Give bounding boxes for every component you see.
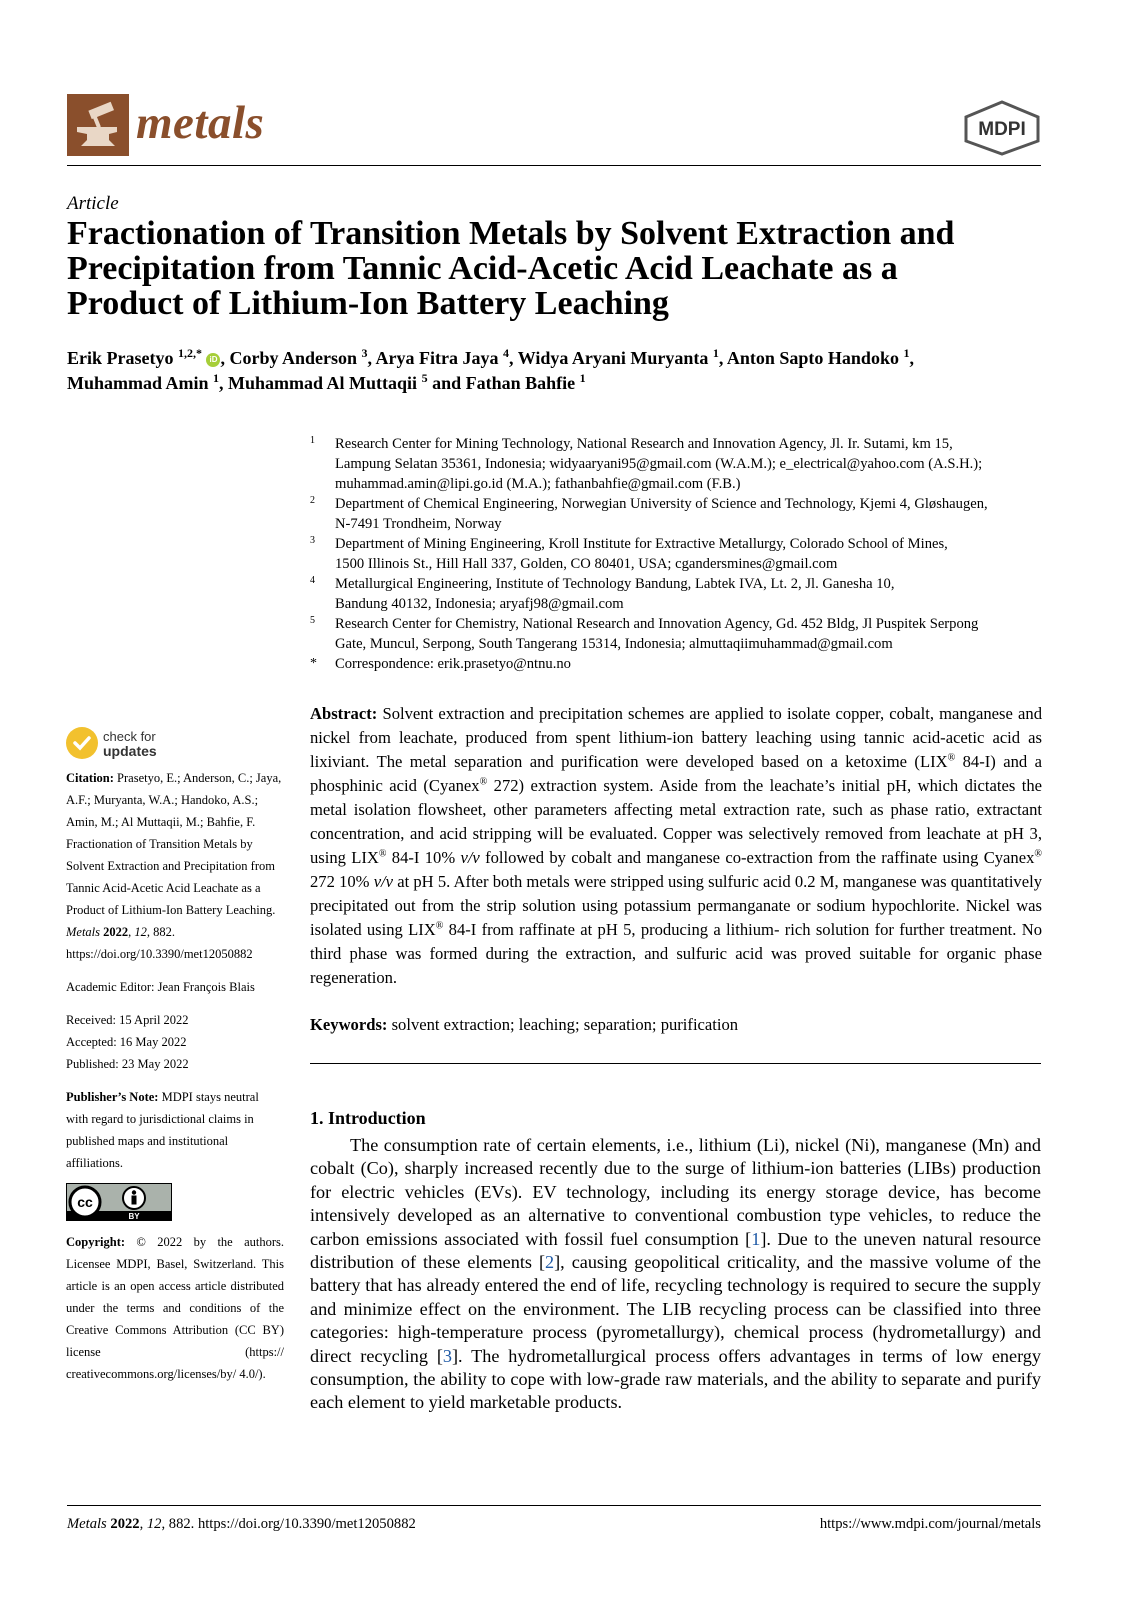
correspondence-mark: * — [310, 656, 317, 671]
footer-citation: Metals 2022, 12, 882. https://doi.org/10.3390/met12050882 — [67, 1516, 416, 1532]
title-line: Precipitation from Tannic Acid-Acetic Acid Leachate as a — [67, 250, 898, 287]
author-name[interactable]: Widya Aryani Muryanta — [517, 348, 709, 368]
anvil-hammer-icon — [67, 94, 129, 156]
affiliation-item — [310, 434, 1050, 494]
registered-mark: ® — [479, 776, 488, 788]
check-updates-label: check for — [103, 729, 156, 744]
affiliation-line[interactable]: 1500 Illinois St., Hill Hall 337, Golden, CO 80401, USA; cgandersmines@gmail.com — [335, 556, 838, 572]
introduction-paragraph — [310, 1134, 1041, 1415]
title-line: Product of Lithium-Ion Battery Leaching — [67, 285, 669, 322]
unit-vv: v/v — [460, 848, 480, 867]
footer-volume: 12 — [146, 1516, 162, 1532]
citation-journal: Metals — [66, 925, 101, 939]
affiliation-item — [310, 614, 1050, 654]
journal-name: metals — [136, 97, 265, 149]
body-text: ]. The hydrometallurgical process offers advantages in terms of low energy consumption, the ability to cope with low-grade raw materials, and the ability to separate and purify each element to yield marketable products. — [310, 1345, 1041, 1413]
copyright — [66, 1231, 284, 1385]
correspondence-text[interactable]: Correspondence: erik.prasetyo@ntnu.no — [335, 656, 571, 672]
affiliation-line: Research Center for Mining Technology, National Research and Innovation Agency, Jl. Ir. Sutami, km 15, — [335, 436, 953, 452]
author-affil: 1 — [712, 346, 719, 360]
published-date: Published: 23 May 2022 — [66, 1057, 189, 1071]
registered-mark: ® — [378, 848, 387, 860]
author-name[interactable]: Muhammad Amin — [67, 373, 209, 393]
citation-link[interactable]: 1 — [751, 1228, 761, 1249]
correspondence — [310, 654, 1050, 674]
author-separator: and — [427, 373, 466, 393]
citation-doi[interactable]: , 882. https://doi.org/10.3390/met12050882 — [66, 925, 253, 961]
citation-link[interactable]: 3 — [442, 1345, 452, 1366]
checkmark-icon — [66, 727, 98, 759]
author-name[interactable]: Muhammad Al Muttaqii — [228, 373, 418, 393]
section-divider — [310, 1063, 1041, 1064]
abstract-text: followed by cobalt and manganese co-extraction from the raffinate using Cyanex — [479, 848, 1035, 867]
unit-vv: v/v — [373, 872, 394, 891]
affiliation-line: Department of Mining Engineering, Kroll Institute for Extractive Metallurgy, Colorado School of Mines, — [335, 536, 948, 552]
citation-year: 2022 — [103, 925, 129, 939]
journal-logo — [67, 94, 129, 156]
abstract-label: Abstract: — [310, 704, 378, 723]
author-separator: , — [909, 348, 914, 368]
affiliation-item — [310, 534, 1050, 574]
author-separator: , — [509, 348, 518, 368]
body-text: ]. Due to the uneven natural resource distribution of these elements [ — [310, 1228, 1041, 1273]
title-line: Fractionation of Transition Metals by Solvent Extraction and — [67, 215, 955, 252]
footer-divider — [67, 1505, 1041, 1506]
abstract-text: 84-I 10% — [386, 848, 461, 867]
author-affil: 1 — [213, 371, 220, 385]
affiliation-line[interactable]: muhammad.amin@lipi.go.id (M.A.); fathanbahfie@gmail.com (F.B.) — [335, 476, 741, 492]
author-affil: 1 — [903, 346, 910, 360]
abstract-text: 272) extraction system. Aside from the leachate’s initial pH, which dictates the metal isolation flowsheet, other parameters affecting metal extraction rate, such as phase ratio, extractant concentration, and acid stripping will be evaluated. Copper was selectively removed from leachate at pH 3, using LIX — [310, 776, 1042, 867]
author-separator: , — [718, 348, 727, 368]
publisher-note — [66, 1086, 284, 1174]
author-name[interactable]: Corby Anderson — [229, 348, 358, 368]
citation-volume: 12 — [134, 925, 147, 939]
article-type: Article — [67, 193, 119, 214]
author-name[interactable]: Fathan Bahfie — [465, 373, 576, 393]
author-list — [67, 346, 1057, 396]
received-date: Received: 15 April 2022 — [66, 1013, 189, 1027]
author-name[interactable]: Anton Sapto Handoko — [726, 348, 899, 368]
author-line — [67, 346, 1057, 371]
copyright-label: Copyright: — [66, 1235, 126, 1249]
abstract-text: Solvent extraction and precipitation schemes are applied to isolate copper, cobalt, manganese and nickel from leachate, produced from spent lithium-ion battery leaching using tannic acid-acetic acid as lixiviant. The metal separation and purification were developed based on a ketoxime (LIX — [310, 704, 1042, 771]
abstract-text: 84-I) and a phosphinic acid (Cyanex — [310, 752, 1042, 795]
registered-mark: ® — [1034, 848, 1042, 860]
citation-label: Citation: — [66, 771, 114, 785]
footer-journal-url[interactable]: https://www.mdpi.com/journal/metals — [819, 1516, 1041, 1532]
accepted-date: Accepted: 16 May 2022 — [66, 1035, 187, 1049]
citation-text: Prasetyo, E.; Anderson, C.; Jaya, A.F.; Muryanta, W.A.; Handoko, A.S.; Amin, M.; Al Muttaqii, M.; Bahfie, F. Fractionation of Transition Metals by Solvent Extraction and Precipitation from Tannic Acid-Acetic Acid Leachate as a Product of Lithium-Ion Battery Leaching. — [66, 771, 282, 917]
footer-doi[interactable]: , 882. https://doi.org/10.3390/met12050882 — [161, 1516, 416, 1532]
affiliation-line[interactable]: Lampung Selatan 35361, Indonesia; widyaaryani95@gmail.com (W.A.M.); e_electrical@yahoo.com (A.S.H.); — [335, 456, 983, 472]
copyright-text: © 2022 by the authors. Licensee MDPI, Basel, Switzerland. This article is an open access article distributed under the terms and conditions of the Creative Commons Attribution (CC BY) license (https:// creativecommons.org/licenses/by/ 4.0/). — [66, 1235, 284, 1381]
affiliation-number: 1 — [310, 435, 315, 446]
body-text: The consumption rate of certain elements, i.e., lithium (Li), nickel (Ni), manganese (Mn) and cobalt (Co), sharply increased recently due to the surge of lithium-ion batteries (LIBs) production for electric vehicles (EVs). EV technology, including its energy storage device, has become intensively developed as an alternative to conventional combustion type vehicles, to reduce the carbon emissions associated with fossil fuel consumption [ — [310, 1135, 1041, 1249]
keywords — [310, 1013, 1042, 1037]
footer-journal: Metals — [67, 1516, 107, 1532]
article-title — [67, 216, 1067, 321]
mdpi-logo-text: MDPI — [978, 119, 1026, 140]
author-separator: , — [219, 373, 229, 393]
affiliation-number: 3 — [310, 535, 315, 546]
sidebar — [66, 767, 284, 1385]
affiliations — [310, 434, 1050, 674]
affiliation-number: 2 — [310, 495, 315, 506]
cc-by-license-icon[interactable] — [66, 1183, 172, 1221]
check-updates-label: updates — [103, 743, 157, 759]
registered-mark: ® — [435, 920, 444, 932]
registered-mark: ® — [947, 752, 956, 764]
section-heading: 1. Introduction — [310, 1108, 426, 1128]
author-name[interactable]: Arya Fitra Jaya — [375, 348, 499, 368]
mdpi-logo[interactable] — [962, 100, 1042, 161]
cc-label: cc — [77, 1194, 93, 1210]
author-line — [67, 371, 1057, 396]
affiliation-item — [310, 494, 1050, 534]
academic-editor: Academic Editor: Jean François Blais — [66, 980, 255, 994]
orcid-icon[interactable]: iD — [206, 353, 220, 367]
body-text: ], causing geopolitical criticality, and the massive volume of the battery that has already entered the end of life, recycling technology is required to secure the supply and minimize effect on the environment. The LIB recycling process can be classified into three categories: high-temperature process (pyrometallurgy), chemical process (hydrometallurgy) and direct recycling [ — [310, 1252, 1041, 1366]
citation: Citation: Prasetyo, E.; Anderson, C.; Jaya, A.F.; Muryanta, W.A.; Handoko, A.S.; Amin, M.; Al Muttaqii, M.; Bahfie, F. Fractionation of Transition Metals by Solvent Extraction and Precipitation from Tannic Acid-Acetic Acid Leachate as a Product of Lithium-Ion Battery Leaching. Metals 2022, 12, 882. https://doi.org/10.3390/met12050882 — [66, 771, 282, 961]
cc-by-label: BY — [128, 1212, 140, 1221]
affiliation-number: 5 — [310, 615, 315, 626]
footer-year: 2022 — [110, 1516, 140, 1532]
affiliation-line: Research Center for Chemistry, National Research and Innovation Agency, Gd. 452 Bldg, Jl Puspitek Serpong — [335, 616, 979, 632]
author-affil: 3 — [361, 346, 368, 360]
abstract — [310, 702, 1042, 990]
keywords-text: solvent extraction; leaching; separation; purification — [391, 1015, 739, 1034]
keywords-label: Keywords: — [310, 1015, 388, 1034]
affiliation-line: Department of Chemical Engineering, Norwegian University of Science and Technology, Kjemi 4, Gløshaugen, — [335, 496, 988, 512]
affiliation-item — [310, 574, 1050, 614]
header-divider — [67, 165, 1041, 166]
publisher-note-text: MDPI stays neutral with regard to jurisdictional claims in published maps and institutional affiliations. — [66, 1090, 259, 1170]
author-affil: 5 — [421, 371, 428, 385]
author-affil: 1 — [579, 371, 586, 385]
author-name[interactable]: Erik Prasetyo — [67, 348, 174, 368]
abstract-text: at pH 5. After both metals were stripped using sulfuric acid 0.2 M, manganese was quantitatively precipitated out from the strip solution using potassium permanganate or sodium hypochlorite. Nickel was isolated using LIX — [310, 872, 1042, 939]
author-affil: 1,2,* — [177, 346, 202, 360]
affiliation-line: Metallurgical Engineering, Institute of Technology Bandung, Labtek IVA, Lt. 2, Jl. Ganesha 10, — [335, 576, 895, 592]
affiliation-number: 4 — [310, 575, 315, 586]
author-separator: , — [367, 348, 376, 368]
author-affil: 4 — [503, 346, 509, 360]
affiliation-line: N-7491 Trondheim, Norway — [335, 516, 502, 532]
publisher-note-label: Publisher’s Note: — [66, 1090, 159, 1104]
citation-link[interactable]: 2 — [545, 1252, 555, 1273]
abstract-text: 272 10% — [310, 872, 374, 891]
affiliation-line[interactable]: Gate, Muncul, Serpong, South Tangerang 15314, Indonesia; almuttaqiimuhammad@gmail.com — [335, 636, 893, 652]
author-separator: , — [220, 348, 230, 368]
affiliation-line[interactable]: Bandung 40132, Indonesia; aryafj98@gmail.com — [335, 596, 624, 612]
abstract-text: 84-I from raffinate at pH 5, producing a lithium- rich solution for further treatment. No third phase was formed during the extraction, and sulfuric acid was proved suitable for organic phase regeneration. — [310, 920, 1042, 987]
